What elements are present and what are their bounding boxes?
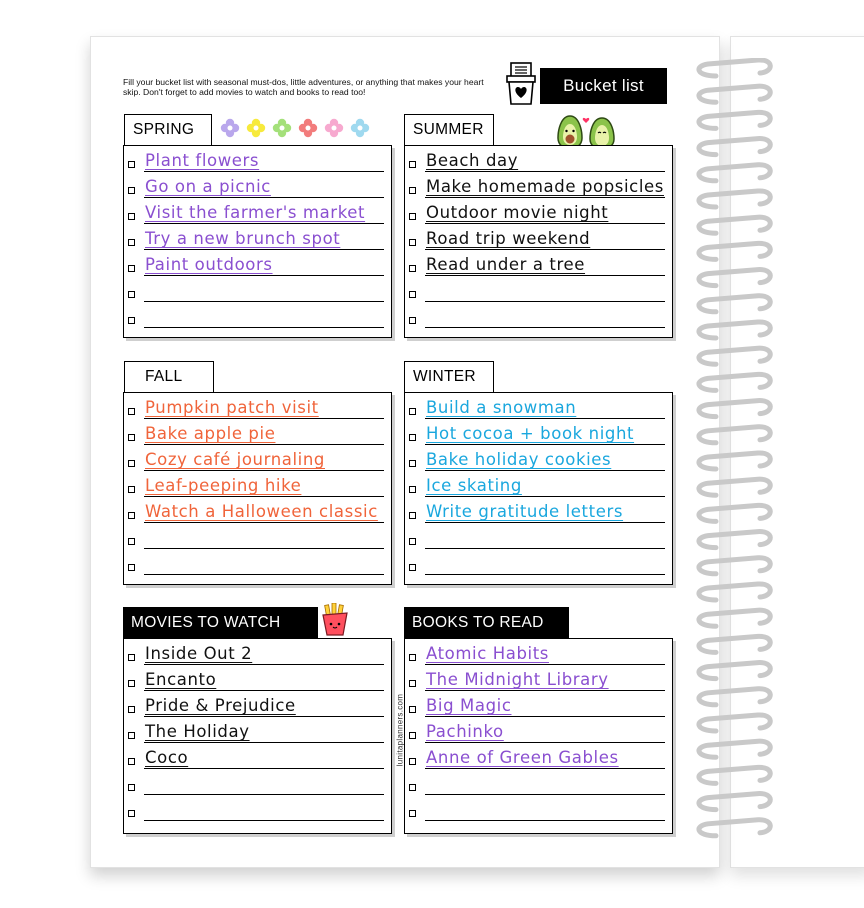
list-item (128, 176, 386, 202)
checkbox[interactable] (128, 564, 135, 571)
writing-line (144, 249, 384, 250)
checkbox[interactable] (128, 265, 135, 272)
list-item (409, 449, 667, 475)
spiral-coil (699, 401, 770, 417)
fall-list (123, 392, 392, 585)
list-item (128, 280, 386, 306)
winter-list (404, 392, 673, 585)
writing-line (425, 716, 665, 717)
flower-icon (350, 118, 370, 138)
writing-line (144, 716, 384, 717)
list-item (409, 176, 667, 202)
checkbox[interactable] (409, 213, 416, 220)
checkbox[interactable] (128, 187, 135, 194)
writing-line (425, 664, 665, 665)
writing-line (144, 820, 384, 821)
item-text: Pachinko (426, 722, 504, 741)
checkbox[interactable] (409, 758, 416, 765)
list-item (128, 643, 386, 669)
spring-list (123, 145, 392, 338)
fries-icon (320, 603, 350, 637)
item-text: Ice skating (426, 476, 522, 495)
checkbox[interactable] (128, 512, 135, 519)
writing-line (144, 444, 384, 445)
summer-tab: SUMMER (404, 114, 494, 145)
list-item (128, 721, 386, 747)
spiral-coil (699, 689, 770, 705)
writing-line (144, 223, 384, 224)
spiral-coil (699, 112, 770, 128)
list-item (128, 695, 386, 721)
list-item (409, 799, 667, 825)
checkbox[interactable] (409, 291, 416, 298)
item-text: Bake holiday cookies (426, 450, 612, 469)
item-text: Pride & Prejudice (145, 696, 296, 715)
spiral-coil (699, 820, 770, 836)
spiral-coil (699, 191, 770, 207)
spiral-coil (699, 715, 770, 731)
item-text: Read under a tree (426, 255, 586, 274)
checkbox[interactable] (128, 810, 135, 817)
writing-line (144, 690, 384, 691)
list-item (128, 527, 386, 553)
list-item (128, 799, 386, 825)
spiral-coil (699, 60, 770, 76)
list-item (409, 527, 667, 553)
spiral-coil (699, 453, 770, 469)
writing-line (425, 522, 665, 523)
list-item (409, 202, 667, 228)
item-text: Outdoor movie night (426, 203, 609, 222)
checkbox[interactable] (128, 460, 135, 467)
checkbox[interactable] (409, 564, 416, 571)
checkbox[interactable] (409, 538, 416, 545)
checkbox[interactable] (128, 654, 135, 661)
spiral-coil (699, 322, 770, 338)
checkbox[interactable] (409, 654, 416, 661)
summer-list (404, 145, 673, 338)
item-text: The Midnight Library (426, 670, 609, 689)
writing-line (144, 418, 384, 419)
item-text: Inside Out 2 (145, 644, 253, 663)
writing-line (144, 664, 384, 665)
list-item (409, 306, 667, 332)
flower-icon (324, 118, 344, 138)
spiral-coil (699, 217, 770, 233)
list-item (409, 280, 667, 306)
item-text: Watch a Halloween classic (145, 502, 378, 521)
item-text: Road trip weekend (426, 229, 591, 248)
spiral-coil (699, 741, 770, 757)
spiral-coil (699, 636, 770, 652)
checkbox[interactable] (128, 291, 135, 298)
checkbox[interactable] (409, 265, 416, 272)
item-text: Hot cocoa + book night (426, 424, 635, 443)
spiral-coil (699, 532, 770, 548)
item-text: Try a new brunch spot (145, 229, 341, 248)
item-text: Encanto (145, 670, 217, 689)
checkbox[interactable] (128, 408, 135, 415)
list-item (409, 150, 667, 176)
spiral-coil (699, 479, 770, 495)
list-item (128, 306, 386, 332)
list-item (128, 423, 386, 449)
list-item (409, 643, 667, 669)
list-item (409, 254, 667, 280)
writing-line (425, 794, 665, 795)
writing-line (425, 690, 665, 691)
spiral-coil (699, 610, 770, 626)
checkbox[interactable] (128, 538, 135, 545)
spiral-binding (688, 58, 778, 858)
writing-line (425, 171, 665, 172)
list-item (128, 202, 386, 228)
list-item (128, 747, 386, 773)
list-item (128, 501, 386, 527)
spiral-coil (699, 794, 770, 810)
checkbox[interactable] (128, 680, 135, 687)
item-text: Paint outdoors (145, 255, 273, 274)
item-text: Cozy café journaling (145, 450, 325, 469)
item-text: Pumpkin patch visit (145, 398, 319, 417)
list-item (409, 475, 667, 501)
checkbox[interactable] (128, 161, 135, 168)
writing-line (425, 223, 665, 224)
spring-tab: SPRING (124, 114, 212, 145)
writing-line (144, 275, 384, 276)
flower-icon (220, 118, 240, 138)
checkbox[interactable] (409, 680, 416, 687)
checkbox[interactable] (409, 434, 416, 441)
watermark (393, 660, 407, 800)
spiral-coil (699, 584, 770, 600)
item-text: Leaf-peeping hike (145, 476, 302, 495)
writing-line (425, 327, 665, 328)
list-item (409, 695, 667, 721)
spiral-coil (699, 296, 770, 312)
item-text: Big Magic (426, 696, 512, 715)
checkbox[interactable] (409, 317, 416, 324)
list-item (128, 475, 386, 501)
page-title: Bucket list (540, 68, 667, 104)
writing-line (425, 197, 665, 198)
checkbox[interactable] (409, 512, 416, 519)
checkbox[interactable] (409, 460, 416, 467)
books-list (404, 638, 673, 834)
checkbox[interactable] (128, 213, 135, 220)
checkbox[interactable] (409, 732, 416, 739)
spiral-coil (699, 243, 770, 259)
list-item (409, 423, 667, 449)
checkbox[interactable] (409, 161, 416, 168)
spiral-coil (699, 558, 770, 574)
writing-line (144, 197, 384, 198)
checkbox[interactable] (128, 732, 135, 739)
writing-line (144, 522, 384, 523)
writing-line (425, 496, 665, 497)
writing-line (425, 820, 665, 821)
list-item (409, 501, 667, 527)
item-text: The Holiday (145, 722, 250, 741)
item-text: Coco (145, 748, 189, 767)
spiral-coil (699, 427, 770, 443)
spiral-coil (699, 505, 770, 521)
checkbox[interactable] (409, 486, 416, 493)
list-item (409, 669, 667, 695)
writing-line (425, 275, 665, 276)
item-text: Build a snowman (426, 398, 577, 417)
checkbox[interactable] (128, 784, 135, 791)
writing-line (144, 301, 384, 302)
list-item (409, 228, 667, 254)
list-item (128, 397, 386, 423)
writing-line (425, 301, 665, 302)
writing-line (425, 768, 665, 769)
checkbox[interactable] (409, 187, 416, 194)
writing-line (144, 327, 384, 328)
item-text: Make homemade popsicles (426, 177, 664, 196)
flower-icon (272, 118, 292, 138)
list-item (409, 397, 667, 423)
writing-line (144, 742, 384, 743)
spiral-coil (699, 663, 770, 679)
movies-list (123, 638, 392, 834)
flower-decoration (220, 118, 370, 138)
movies-tab: MOVIES TO WATCH (123, 607, 318, 638)
item-text: Go on a picnic (145, 177, 271, 196)
item-text: Plant flowers (145, 151, 260, 170)
item-text: Visit the farmer's market (145, 203, 366, 222)
books-tab: BOOKS TO READ (404, 607, 569, 638)
writing-line (144, 171, 384, 172)
list-item (128, 553, 386, 579)
watermark-text: lunitaplanners.com (395, 693, 405, 767)
checkbox[interactable] (409, 408, 416, 415)
list-item (128, 150, 386, 176)
writing-line (425, 470, 665, 471)
flower-icon (246, 118, 266, 138)
list-item (409, 553, 667, 579)
list-item (128, 228, 386, 254)
writing-line (425, 574, 665, 575)
item-text: Anne of Green Gables (426, 748, 619, 767)
list-item (128, 254, 386, 280)
list-item (128, 669, 386, 695)
spiral-coil (699, 86, 770, 102)
list-item (128, 773, 386, 799)
writing-line (425, 418, 665, 419)
writing-line (144, 574, 384, 575)
list-item (409, 773, 667, 799)
spiral-coil (699, 374, 770, 390)
checkbox[interactable] (128, 434, 135, 441)
checkbox[interactable] (409, 784, 416, 791)
intro-text: Fill your bucket list with seasonal must-dos, little adventures, or anything that makes your heart skip. Don't forget to add movies to watch and books to read too! (123, 77, 484, 97)
checkbox[interactable] (128, 758, 135, 765)
spiral-coil (699, 270, 770, 286)
item-text: Write gratitude letters (426, 502, 624, 521)
checkbox[interactable] (128, 239, 135, 246)
list-item (409, 721, 667, 747)
writing-line (425, 444, 665, 445)
checkbox[interactable] (128, 486, 135, 493)
checkbox[interactable] (409, 810, 416, 817)
writing-line (425, 548, 665, 549)
writing-line (144, 470, 384, 471)
item-text: Atomic Habits (426, 644, 549, 663)
writing-line (144, 794, 384, 795)
list-item (128, 449, 386, 475)
list-item (409, 747, 667, 773)
spiral-coil (699, 165, 770, 181)
writing-line (144, 548, 384, 549)
planner-icon (505, 62, 537, 106)
writing-line (144, 496, 384, 497)
item-text: Bake apple pie (145, 424, 276, 443)
spiral-coil (699, 767, 770, 783)
checkbox[interactable] (409, 239, 416, 246)
spiral-coil (699, 348, 770, 364)
writing-line (425, 249, 665, 250)
flower-icon (298, 118, 318, 138)
writing-line (144, 768, 384, 769)
item-text: Beach day (426, 151, 519, 170)
winter-tab: WINTER (404, 361, 494, 392)
spiral-coil (699, 139, 770, 155)
checkbox[interactable] (409, 706, 416, 713)
checkbox[interactable] (128, 317, 135, 324)
checkbox[interactable] (128, 706, 135, 713)
writing-line (425, 742, 665, 743)
fall-tab: FALL (124, 361, 214, 392)
